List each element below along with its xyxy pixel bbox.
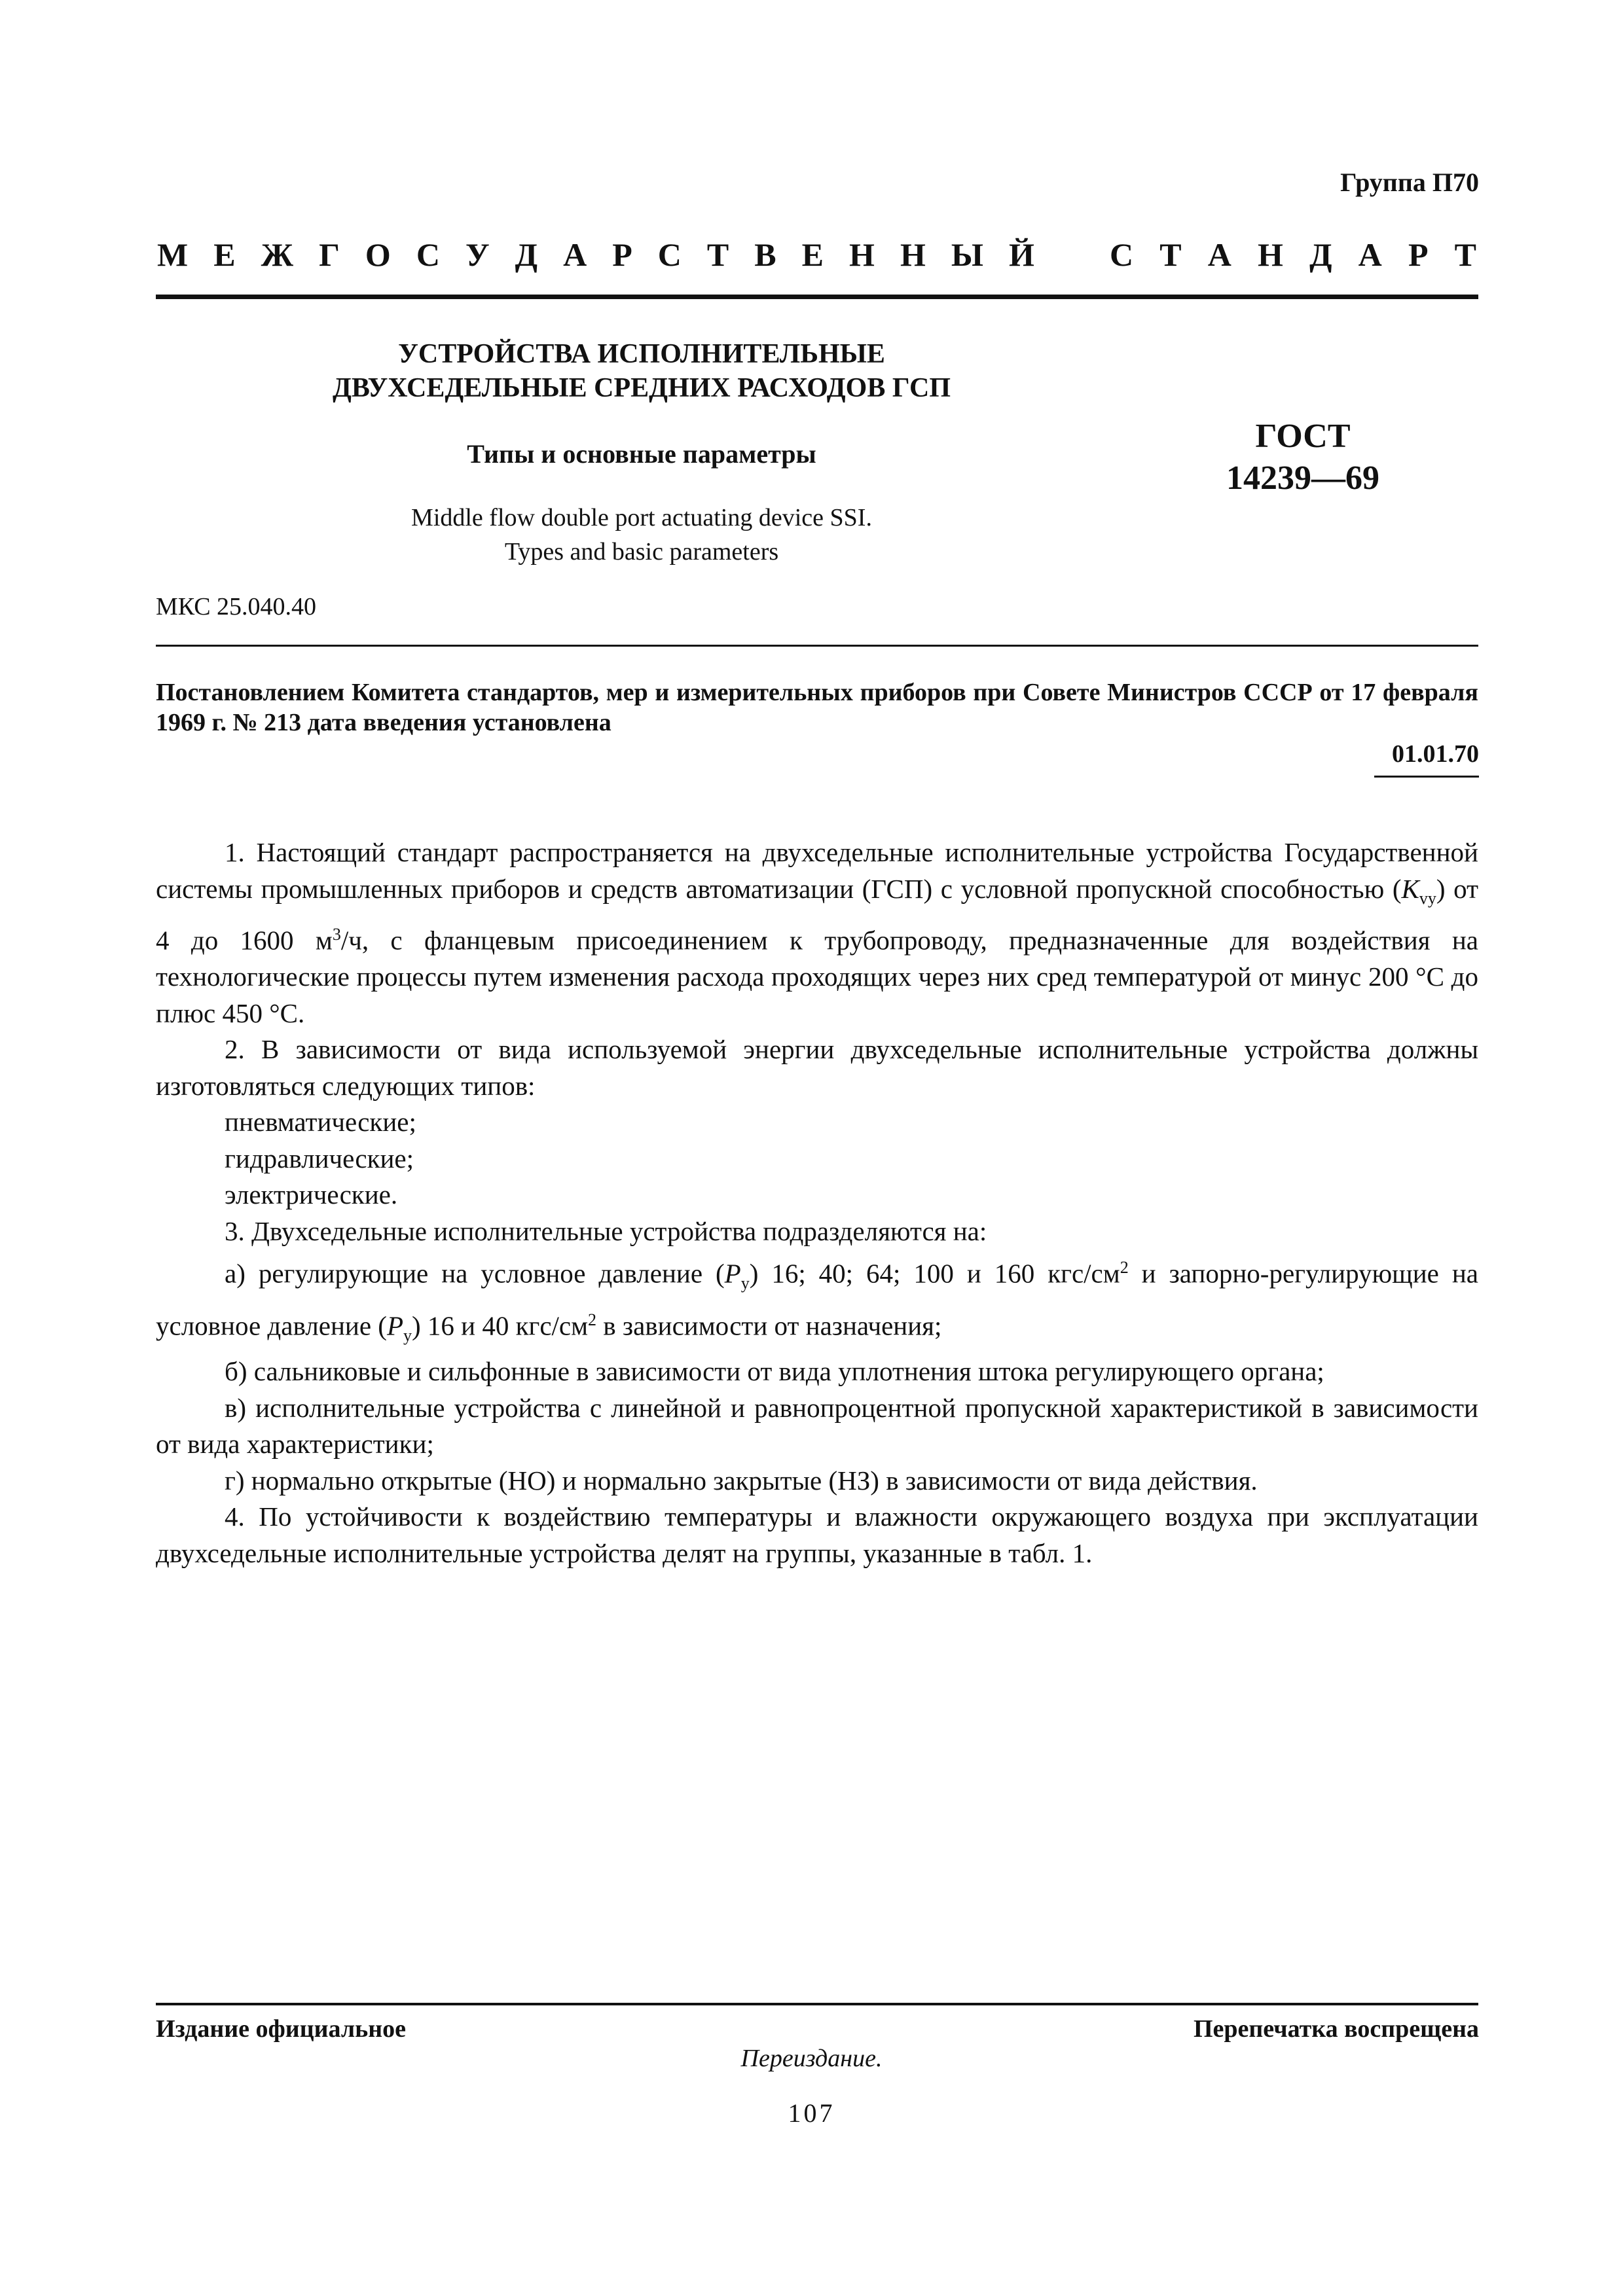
gost-designation	[1165, 416, 1440, 499]
english-title-line-2: Types and basic parameters	[504, 538, 779, 565]
document-body	[156, 834, 1478, 1571]
py-subscript: y	[740, 1274, 750, 1293]
standard-letter: А	[1207, 236, 1231, 273]
cm2-superscript-2: 2	[588, 1310, 597, 1329]
english-title	[249, 501, 1034, 569]
p3a-text-5: в зависимости от назначения;	[596, 1310, 942, 1341]
p3a-text-3: и запорно-регулирующие на условное давление (	[156, 1259, 1478, 1341]
interstate-letter: С	[416, 236, 440, 273]
gost-label: ГОСТ	[1255, 418, 1351, 455]
cm2-superscript: 2	[1120, 1258, 1129, 1278]
paragraph-3v: в) исполнительные устройства с линейной и равнопроцентной пропускной характеристикой в зависимости от вида характеристики;	[156, 1392, 1478, 1460]
interstate-letter: У	[465, 236, 490, 273]
interstate-standard-heading	[157, 236, 1476, 274]
document-title	[249, 337, 1034, 405]
interstate-letter: Р	[612, 236, 632, 273]
interstate-letter: Н	[849, 236, 875, 273]
reissue-label: Переиздание.	[740, 2045, 883, 2072]
interstate-letter: С	[657, 236, 682, 273]
interstate-letter: В	[754, 236, 776, 273]
interstate-letter: Ы	[951, 236, 983, 273]
kvy-symbol: K	[1401, 873, 1419, 904]
mks-code: МКС 25.040.40	[156, 593, 317, 620]
type-item-2: гидравлические;	[225, 1143, 414, 1174]
reprint-prohibited-label: Перепечатка воспрещена	[1193, 2015, 1479, 2043]
standard-letter: Т	[1159, 236, 1182, 273]
interstate-letter: Е	[801, 236, 824, 273]
paragraph-3a	[156, 1249, 1478, 1354]
standard-letter: Т	[1454, 236, 1476, 273]
py-symbol: P	[724, 1259, 741, 1289]
date-underline	[1374, 776, 1479, 778]
page-number: 107	[788, 2098, 835, 2128]
interstate-letter: А	[563, 236, 587, 273]
p1-text-b: ) от 4 до 1600 м	[156, 873, 1478, 956]
py-symbol-2: P	[386, 1310, 403, 1341]
p3a-text-2: ) 16; 40; 64; 100 и 160 кгс/см	[749, 1259, 1120, 1289]
paragraph-2: 2. В зависимости от вида используемой энергии двухседельные исполнительные устройства должны изготовляться следующих типов:	[156, 1034, 1478, 1101]
interstate-letter: Ж	[261, 236, 294, 273]
paragraph-3b: б) сальниковые и сильфонные в зависимости от вида уплотнения штока регулирующего органа;	[225, 1356, 1324, 1387]
m3-superscript: 3	[332, 925, 341, 944]
p3a-text-1: а) регулирующие на условное давление (	[225, 1259, 725, 1289]
standard-letter: А	[1358, 236, 1382, 273]
official-edition-label: Издание официальное	[156, 2015, 407, 2043]
gost-number: 14239—69	[1226, 459, 1379, 497]
interstate-letter: Т	[706, 236, 729, 273]
paragraph-3g: г) нормально открытые (НО) и нормально закрытые (НЗ) в зависимости от вида действия.	[225, 1465, 1258, 1496]
p3a-text-4: ) 16 и 40 кгс/см	[411, 1310, 589, 1341]
decree-text: Постановлением Комитета стандартов, мер и измерительных приборов при Совете Министров СССР от 17 февраля 1969 г. № 213 дата введения установлена	[156, 679, 1478, 736]
interstate-letter: Н	[900, 236, 926, 273]
interstate-letter: О	[365, 236, 391, 273]
title-line-1: УСТРОЙСТВА ИСПОЛНИТЕЛЬНЫЕ	[398, 339, 885, 369]
p1-text-c: /ч, с фланцевым присоединением к трубопроводу, предназначенные для воздействия на технологические процессы путем изменения расхода проходящих через них сред температурой от минус 200 °С до плюс 450 °С.	[156, 925, 1478, 1028]
title-rule	[156, 645, 1478, 647]
standard-letter: С	[1110, 236, 1134, 273]
type-item-3: электрические.	[225, 1179, 398, 1210]
interstate-letter: Й	[1008, 236, 1034, 273]
footer-rule	[156, 2003, 1478, 2005]
title-line-2: ДВУХСЕДЕЛЬНЫЕ СРЕДНИХ РАСХОДОВ ГСП	[332, 373, 951, 403]
standard-word	[1110, 236, 1476, 274]
interstate-letter: М	[157, 236, 189, 273]
kvy-subscript: vy	[1419, 888, 1436, 908]
standard-letter: Н	[1258, 236, 1283, 273]
py-subscript-2: y	[403, 1325, 412, 1345]
paragraph-4: 4. По устойчивости к воздействию температуры и влажности окружающего воздуха при эксплуатации двухседельные исполнительные устройства делят на группы, указанные в табл. 1.	[156, 1501, 1478, 1568]
header-rule	[156, 295, 1478, 299]
interstate-letter: Е	[213, 236, 236, 273]
paragraph-3: 3. Двухседельные исполнительные устройства подразделяются на:	[225, 1215, 987, 1246]
introduction-date: 01.01.70	[1392, 740, 1479, 768]
interstate-letter: Д	[515, 236, 538, 273]
interstate-word	[157, 236, 1034, 274]
group-code: Группа П70	[1340, 168, 1479, 197]
document-subtitle: Типы и основные параметры	[467, 439, 816, 469]
standard-letter: Д	[1309, 236, 1332, 273]
interstate-letter: Г	[319, 236, 340, 273]
type-item-1: пневматические;	[225, 1107, 416, 1138]
p1-text-a: 1. Настоящий стандарт распространяется на двухседельные исполнительные устройства Государственной системы промышленных приборов и средств автоматизации (ГСП) с условной пропускной способностью (	[156, 837, 1478, 904]
english-title-line-1: Middle flow double port actuating device SSI.	[411, 504, 872, 531]
standard-letter: Р	[1408, 236, 1429, 273]
paragraph-1	[156, 834, 1478, 1031]
